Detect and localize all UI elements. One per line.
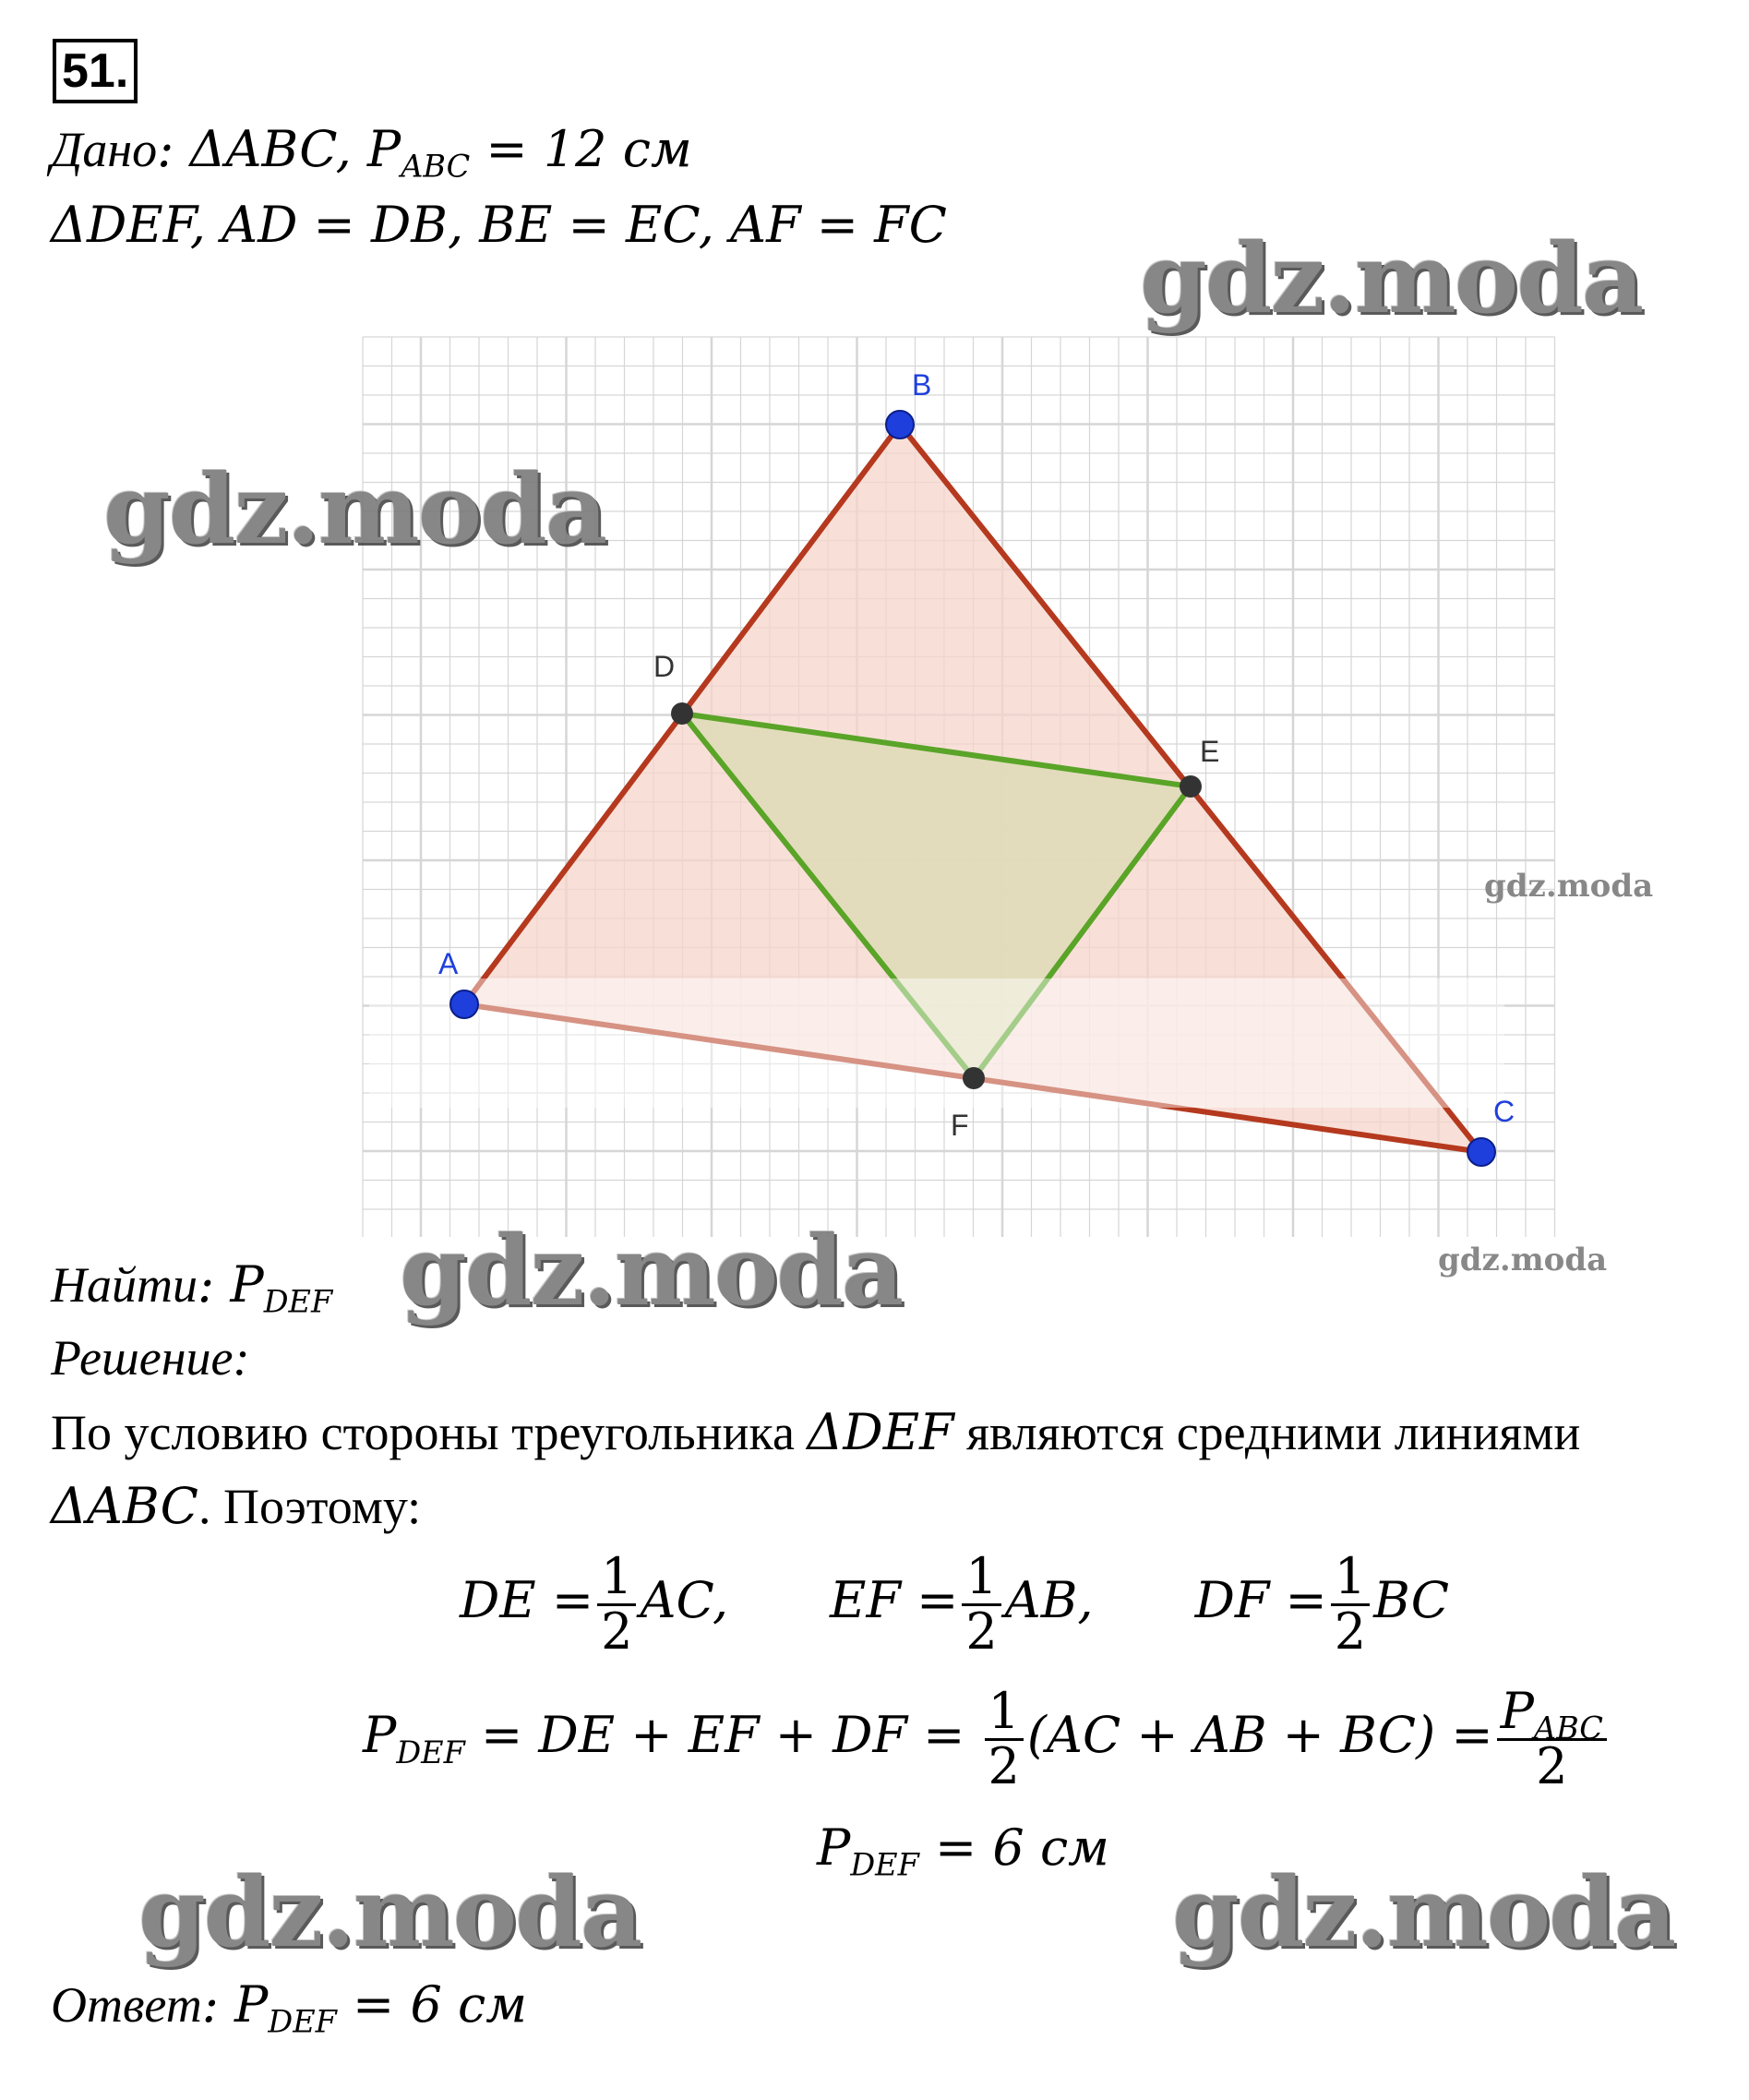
eq2-p-sub: DEF bbox=[396, 1734, 465, 1770]
label-c: C bbox=[1493, 1095, 1515, 1128]
given-text-1: : ΔABC, P bbox=[157, 120, 401, 178]
watermark-small-1: gdz.moda bbox=[1484, 868, 1654, 905]
eq1-ac: AC, bbox=[640, 1571, 729, 1630]
eq3-p: P bbox=[817, 1818, 851, 1877]
find-label: Найти bbox=[51, 1257, 198, 1313]
eq1-ef: EF = bbox=[830, 1571, 959, 1630]
solution-text-1c: являются средними линиями bbox=[953, 1405, 1581, 1460]
solution-text-2 bbox=[51, 1477, 421, 1535]
answer-line bbox=[51, 1975, 528, 2040]
eq2-p: P bbox=[363, 1706, 397, 1765]
watermark-4: gdz.moda bbox=[138, 1855, 641, 1969]
label-d: D bbox=[653, 650, 676, 683]
answer-label: Ответ bbox=[51, 1977, 202, 2033]
eq3-p-sub: DEF bbox=[850, 1846, 919, 1883]
eq3-rhs: = 6 см bbox=[918, 1818, 1109, 1877]
point-a bbox=[450, 990, 478, 1018]
eq1-bc: BC bbox=[1373, 1571, 1450, 1630]
eq1-ab: AB, bbox=[1004, 1571, 1094, 1630]
given-sub-1: ABC bbox=[401, 148, 471, 185]
given-line-2: ΔDEF, AD = DB, BE = EC, AF = FC bbox=[51, 196, 947, 254]
solution-text-1 bbox=[51, 1403, 1580, 1461]
point-e bbox=[1180, 775, 1202, 798]
answer-end: = 6 см bbox=[336, 1975, 528, 2034]
eq1-df: DF = bbox=[1194, 1571, 1327, 1630]
fraction-half: $\frac{1}{2}$ bbox=[962, 1551, 1000, 1658]
eq2-paren: (AC + AB + BC) = bbox=[1026, 1706, 1493, 1765]
given-end-1: = 12 см bbox=[470, 120, 692, 178]
fraction-half: $\frac{1}{2}$ bbox=[1331, 1551, 1370, 1658]
solution-text-1b: ΔDEF bbox=[807, 1403, 954, 1461]
solution-text-1a: По условию стороны треугольника bbox=[51, 1405, 808, 1460]
label-f: F bbox=[951, 1109, 969, 1142]
point-d bbox=[671, 702, 693, 725]
equation-2 bbox=[363, 1682, 1611, 1795]
find-sub: DEF bbox=[263, 1283, 333, 1320]
label-b: B bbox=[912, 368, 932, 402]
answer-text: : P bbox=[201, 1975, 269, 2034]
point-b bbox=[886, 411, 914, 438]
solution-text-2a: ΔABC bbox=[51, 1477, 198, 1535]
solution-text-2b: . Поэтому: bbox=[198, 1479, 422, 1534]
watermark-5: gdz.moda bbox=[1172, 1855, 1675, 1969]
problem-number: 51. bbox=[53, 39, 138, 103]
equation-1 bbox=[460, 1547, 1450, 1661]
fraction-half: $\frac{1}{2}$ bbox=[597, 1551, 636, 1658]
eq1-de: DE = bbox=[460, 1571, 594, 1630]
label-e: E bbox=[1200, 735, 1220, 768]
answer-sub: DEF bbox=[268, 2003, 337, 2040]
watermark-small-2: gdz.moda bbox=[1438, 1242, 1608, 1278]
fraction-pabc: $\frac{P_{ABC}}{2}$ bbox=[1497, 1686, 1607, 1793]
label-a: A bbox=[438, 947, 459, 980]
equation-3 bbox=[817, 1818, 1109, 1883]
find-line bbox=[51, 1255, 333, 1320]
eq2-sum: = DE + EF + DF = bbox=[464, 1706, 981, 1765]
point-f bbox=[963, 1067, 985, 1089]
find-text: : P bbox=[198, 1255, 264, 1314]
solution-label: Решение: bbox=[51, 1330, 250, 1386]
point-c bbox=[1467, 1138, 1495, 1166]
watermark-3: gdz.moda bbox=[400, 1214, 903, 1327]
watermark-1: gdz.moda bbox=[1140, 222, 1643, 335]
watermark-2: gdz.moda bbox=[103, 452, 606, 566]
watermark-band bbox=[369, 978, 1504, 1108]
given-label: Дано bbox=[51, 122, 158, 177]
fraction-half: $\frac{1}{2}$ bbox=[985, 1686, 1024, 1793]
